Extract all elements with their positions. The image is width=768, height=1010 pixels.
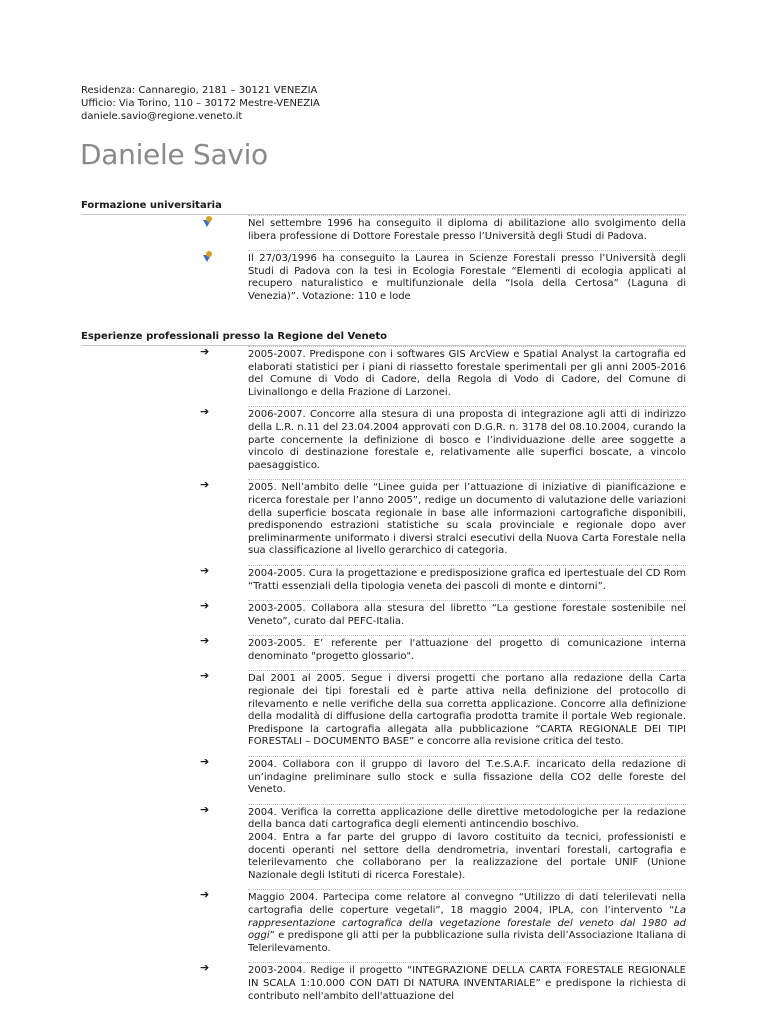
arrow-right-icon: ➔ [200,888,210,902]
experience-item-text: 2003-2005. E’ referente per l'attuazione del progetto di comunicazione interna denominato "progetto glossario". [248,635,686,663]
list-item [200,250,686,303]
list-item [200,565,686,593]
arrow-right-icon: ➔ [200,755,210,769]
talk-title: La rappresentazione cartografica della vegetazione forestale del veneto dal 1980 ad oggi [248,904,686,942]
experience-list [200,346,686,1010]
contact-block [81,84,320,123]
arrow-right-icon: ➔ [200,345,210,358]
list-item [200,962,686,1003]
experience-item-text: 2003-2005. Collabora alla stesura del libretto “La gestione forestale sostenibile nel Veneto”, curato dal PEFC-Italia. [248,600,686,628]
experience-item-text [248,889,686,955]
arrow-right-icon: ➔ [200,669,210,683]
arrow-right-icon: ➔ [200,478,210,492]
education-heading: Formazione universitaria [81,200,686,215]
experience-item-text: 2006-2007. Concorre alla stesura di una proposta di integrazione agli atti di indirizzo della L.R. n.11 del 23.04.2004 approvati con D.G.R. n. 3178 del 08.10.2004, curando la parte concernente la definizione di bosco e l’individuazione delle aree soggette a vincolo di destinazione forestale e, relativamente alle superfici boscate, a vincolo paesaggistico. [248,406,686,472]
experience-item-text: 2005-2007. Predispone con i softwares GIS ArcView e Spatial Analyst la cartografia ed elaborati statistici per i piani di riassetto forestale sperimentali per gli anni 2005-2016 del Comune di Vodo di Cadore, della Regola di Vodo di Cadore, del Comune di Livinallongo e della Frazione di Larzonei. [248,346,686,399]
list-item [200,670,686,749]
experience-item-part: ” e predispone gli atti per la pubblicazione sulla rivista dell’Associazione Italiana di Telerilevamento. [248,930,686,954]
list-item [200,406,686,472]
arrow-right-icon: ➔ [200,802,210,816]
arrow-right-icon: ➔ [200,599,210,613]
experience-item-text: Dal 2001 al 2005. Segue i diversi progetti che portano alla redazione della Carta regionale dei tipi forestali ed è parte attiva nella definizione del protocollo di rilevamento e nelle verifiche della sua corretta applicazione. Concorre alla definizione della modalità di diffusione della cartografia prodotta tramite il portale Web regionale. Predispone la cartografia allegata alla pubblicazione “CARTA REGIONALE DEI TIPI FORESTALI – DOCUMENTO BASE” e concorre alla revisione critica del testo. [248,670,686,749]
education-list [200,215,686,311]
list-item [200,600,686,628]
email-address: daniele.savio@regione.veneto.it [81,111,243,122]
experience-item-text: 2004. Collabora con il gruppo di lavoro del T.e.S.A.F. incaricato della redazione di un’indagine preliminare sullo stock e sulla fissazione della CO2 delle foreste del Veneto. [248,756,686,797]
education-item-text: Il 27/03/1996 ha conseguito la Laurea in Scienze Forestali presso l’Università degli Studi di Padova con la tesi in Ecologia Forestale “Elementi di ecologia applicati al recupero naturalistico e multifunzionale della “Isola della Certosa” (Laguna di Venezia)”. Votazione: 110 e lode [248,250,686,303]
list-item [200,804,686,883]
arrow-right-icon: ➔ [200,961,210,975]
arrow-right-icon: ➔ [200,563,210,577]
experience-item-part: Maggio 2004. Partecipa come relatore al convegno “Utilizzo di dati telerilevati nella cartografia delle coperture vegetali”, 18 maggio 2004, IPLA, con l’intervento “ [248,892,686,916]
pushpin-icon [200,250,214,263]
office-address: Ufficio: Via Torino, 110 – 30172 Mestre-VENEZIA [81,98,320,109]
arrow-right-icon: ➔ [200,634,210,648]
experience-heading: Esperienze professionali presso la Regione del Veneto [81,331,686,346]
experience-item-text: 2003-2004. Redige il progetto “INTEGRAZIONE DELLA CARTA FORESTALE REGIONALE IN SCALA 1:10.000 CON DATI DI NATURA INVENTARIALE” e predispone la richiesta di contributo nell'ambito dell'attuazione del [248,962,686,1003]
experience-item-text [248,804,686,883]
list-item [200,479,686,558]
list-item [200,635,686,663]
experience-item-text: 2005. Nell’ambito delle “Linee guida per l’attuazione di iniziative di pianificazione e ricerca forestale per l’anno 2005”, redige un documento di valutazione delle variazioni della superficie boscata regionale in base alle informazioni cartografiche disponibili, predisponendo estrazioni statistiche su scala provinciale e regionale dopo aver preliminarmente uniformato i diversi stralci esecutivi della Nuova Carta Forestale nella sua classificazione al livello gerarchico di categoria. [248,479,686,558]
list-item [200,346,686,399]
experience-item-part: 2004. Verifica la corretta applicazione delle direttive metodologiche per la redazione della banca dati cartografica degli elementi antincendio boschivo. [248,806,686,831]
list-item [200,756,686,797]
person-name: Daniele Savio [80,138,268,171]
pushpin-icon [200,215,214,228]
experience-item-text: 2004-2005. Cura la progettazione e predisposizione grafica ed ipertestuale del CD Rom “Tratti essenziali della tipologia veneta dei pascoli di monte e dintorni”. [248,565,686,593]
list-item [200,889,686,955]
experience-item-part: 2004. Entra a far parte del gruppo di lavoro costituito da tecnici, professionisti e docenti operanti nel settore della dendrometria, inventari forestali, cartografia e telerilevamento che collaborano per la realizzazione del portale UNIF (Unione Nazionale degli Istituti di ricerca Forestale). [248,832,686,881]
education-item-text: Nel settembre 1996 ha conseguito il diploma di abilitazione allo svolgimento della libera professione di Dottore Forestale presso l’Università degli Studi di Padova. [248,215,686,243]
residence-address: Residenza: Cannaregio, 2181 – 30121 VENEZIA [81,85,318,96]
arrow-right-icon: ➔ [200,405,210,419]
list-item [200,215,686,243]
